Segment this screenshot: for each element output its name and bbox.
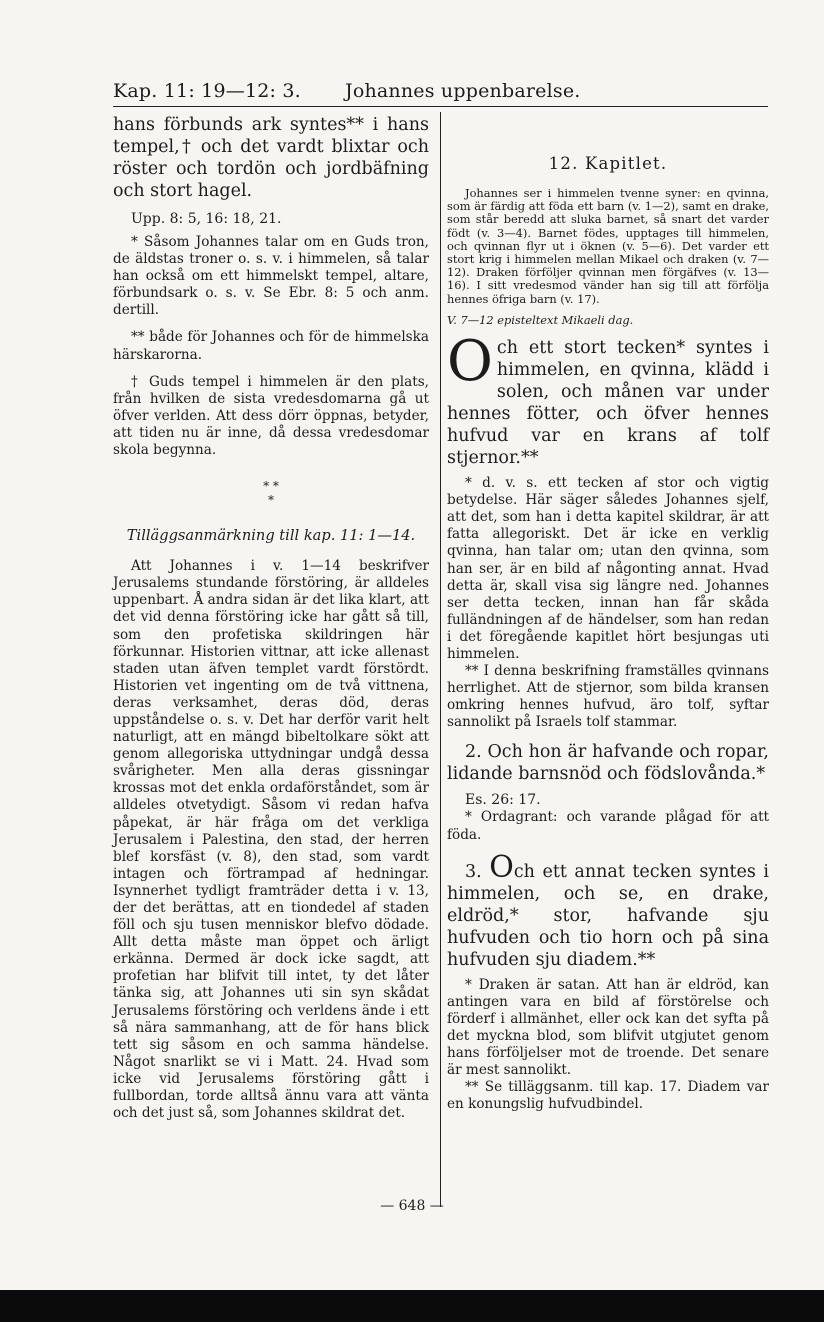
section-stars-top: * * — [263, 479, 279, 494]
verse-3-number: 3. — [465, 861, 482, 882]
footnote-v2: * Ordagrant: och varande plågad för att föda. — [447, 809, 769, 843]
book-title: Johannes uppenbarelse. — [345, 80, 581, 102]
verse-2: 2. Och hon är hafvande och ropar, lidande barnsnöd och födslovånda.* — [447, 742, 769, 785]
chapter-heading: 12. Kapitlet. — [548, 154, 668, 173]
verse-3 — [447, 849, 769, 971]
drop-cap-v1: O — [447, 329, 493, 395]
footnote-v1b: ** I denna beskrifning framställes qvinnans herrlighet. Att de stjernor, som bilda kransen omkring hennes hufvud, äro tolf, syftar sannolikt på Israels tolf stammar. — [447, 663, 769, 731]
left-column — [113, 114, 429, 1122]
section-stars-bottom: * — [268, 493, 274, 508]
header-rule — [113, 106, 768, 107]
verse-text: hans förbunds ark syntes** i hans tempel,† och det vardt blixtar och röster och tordön och jordbäfning och stort hagel. — [113, 115, 429, 201]
cross-reference-v2: Es. 26: 17. — [465, 792, 541, 809]
drop-cap-v3: O — [489, 849, 514, 885]
cross-reference: Upp. 8: 5, 16: 18, 21. — [131, 211, 282, 227]
footnote-v3b: ** Se tilläggsanm. till kap. 17. Diadem var en konungslig hufvudbindel. — [447, 1079, 769, 1113]
footnote-2: ** både för Johannes och för de himmelska härskarorna. — [113, 329, 429, 363]
footnote-3: † Guds tempel i himmelen är den plats, från hvilken de sista vredesdomarna gå ut öfver verlden. Att dess dörr öppnas, betyder, att tiden nu är inne, då dessa vredesdomar skola begynna. — [113, 373, 429, 459]
verse-3-text: ch ett annat tecken syntes i himmelen, och se, en drake, eldröd,* stor, hafvande sju hufvuden och tio horn och på sina hufvuden sju diadem.** — [447, 861, 769, 970]
right-column — [447, 114, 769, 1113]
verse-1-text: ch ett stort tecken* syntes i himmelen, en qvinna, klädd i solen, och månen var under hennes fötter, och öfver hennes hufvud var en krans af tolf stjernor.** — [447, 338, 769, 469]
chapter-reference: Kap. 11: 19—12: 3. — [113, 80, 301, 102]
verse-1 — [447, 329, 769, 469]
footnote-v1a: * d. v. s. ett tecken af stor och vigtig betydelse. Här säger således Johannes sjelf, att det, som han i detta kapitel skildrar, är att fatta allegoriskt. Det är icke en verklig qvinna, han talar om; utan den qvinna, som han ser, är en bild af någonting annat. Hvad detta är, skall visa sig längre ned. Johannes ser detta tecken, innan han får skåda fulländningen af de händelser, som han redan i det föregående kapitlet hört besjungas uti himmelen. — [447, 475, 769, 662]
chapter-summary: Johannes ser i himmelen tvenne syner: en qvinna, som är färdig att föda ett barn (v. 1—2), samt en drake, som står beredd att sluka barnet, så snart det varder födt (v. 3—4). Barnet födes, upptages till himmelen, och qvinnan flyr ut i öknen (v. 5—6). Det varder ett stort krig i himmelen mellan Mikael och draken (v. 7—12). Draken förföljer qvinnan men förgäfves (v. 13—16). I sitt vredesmod vänder han sig till att förfölja hennes öfriga barn (v. 17). — [447, 186, 769, 306]
scan-border — [0, 1290, 824, 1322]
footnote-1: * Såsom Johannes talar om en Guds tron, de äldstas troner o. s. v. i himmelen, så talar han också om ett himmelskt tempel, altare, förbundsark o. s. v. Se Ebr. 8: 5 och anm. dertill. — [113, 234, 429, 319]
page-number: — 648 — — [380, 1198, 444, 1214]
supplement-title: Tilläggsanmärkning till kap. 11: 1—14. — [126, 527, 416, 545]
column-divider — [440, 112, 441, 1207]
supplement-text: Att Johannes i v. 1—14 beskrifver Jerusalems stundande förstöring, är alldeles uppenbart. Å andra sidan är det lika klart, att det vid denna förstöring icke har gått så till, som den profetiska skildringen här förkunnar. Historien vittnar, att icke allenast staden utan äfven templet vardt förstördt. Historien vet ingenting om de två vittnena, deras verksamhet, deras död, deras uppståndelse o. s. v. Det har derför varit helt naturligt, att en mängd bibeltolkare sökt att genom allegoriska uttydningar undgå dessa svårigheter. Men alla deras gissningar krossas mot det enkla ordaförståndet, som är alldeles otvetydigt. Såsom vi redan hafva påpekat, är här fråga om det verkliga Jerusalem i Palestina, den stad, der herren blef korsfäst (v. 8), den stad, som vardt intagen och förtrampad af hedningar. Isynnerhet tydligt framträder detta i v. 13, der det berättas, att en tiondedel af staden föll och sju tusen menniskor blefvo dödade. Allt detta måste man öppet och ärligt erkänna. Dermed är dock icke sagdt, att profetian har blifvit till intet, ty det låter tänka sig, att Johannes uti sin syn skådat Jerusalems förstöring och verldens ände i ett så nära sammanhang, att de för hans blick tett sig såsom en och samma händelse. Något snarlikt se vi i Matt. 24. Hvad som icke vid Jerusalems förstöring gått i fullbordan, torde alltså ännu vara att vänta och det just så, som Johannes skildrat det. — [113, 558, 429, 1122]
footnote-v3a: * Draken är satan. Att han är eldröd, kan antingen vara en bild af förstörelse och förderf i allmänhet, eller ock kan det syfta på det myckna blod, som blifvit utgjutet genom hans förföljelser mot de troende. Det senare är mest sannolikt. — [447, 976, 769, 1079]
epistle-note: V. 7—12 episteltext Mikaeli dag. — [447, 312, 634, 327]
